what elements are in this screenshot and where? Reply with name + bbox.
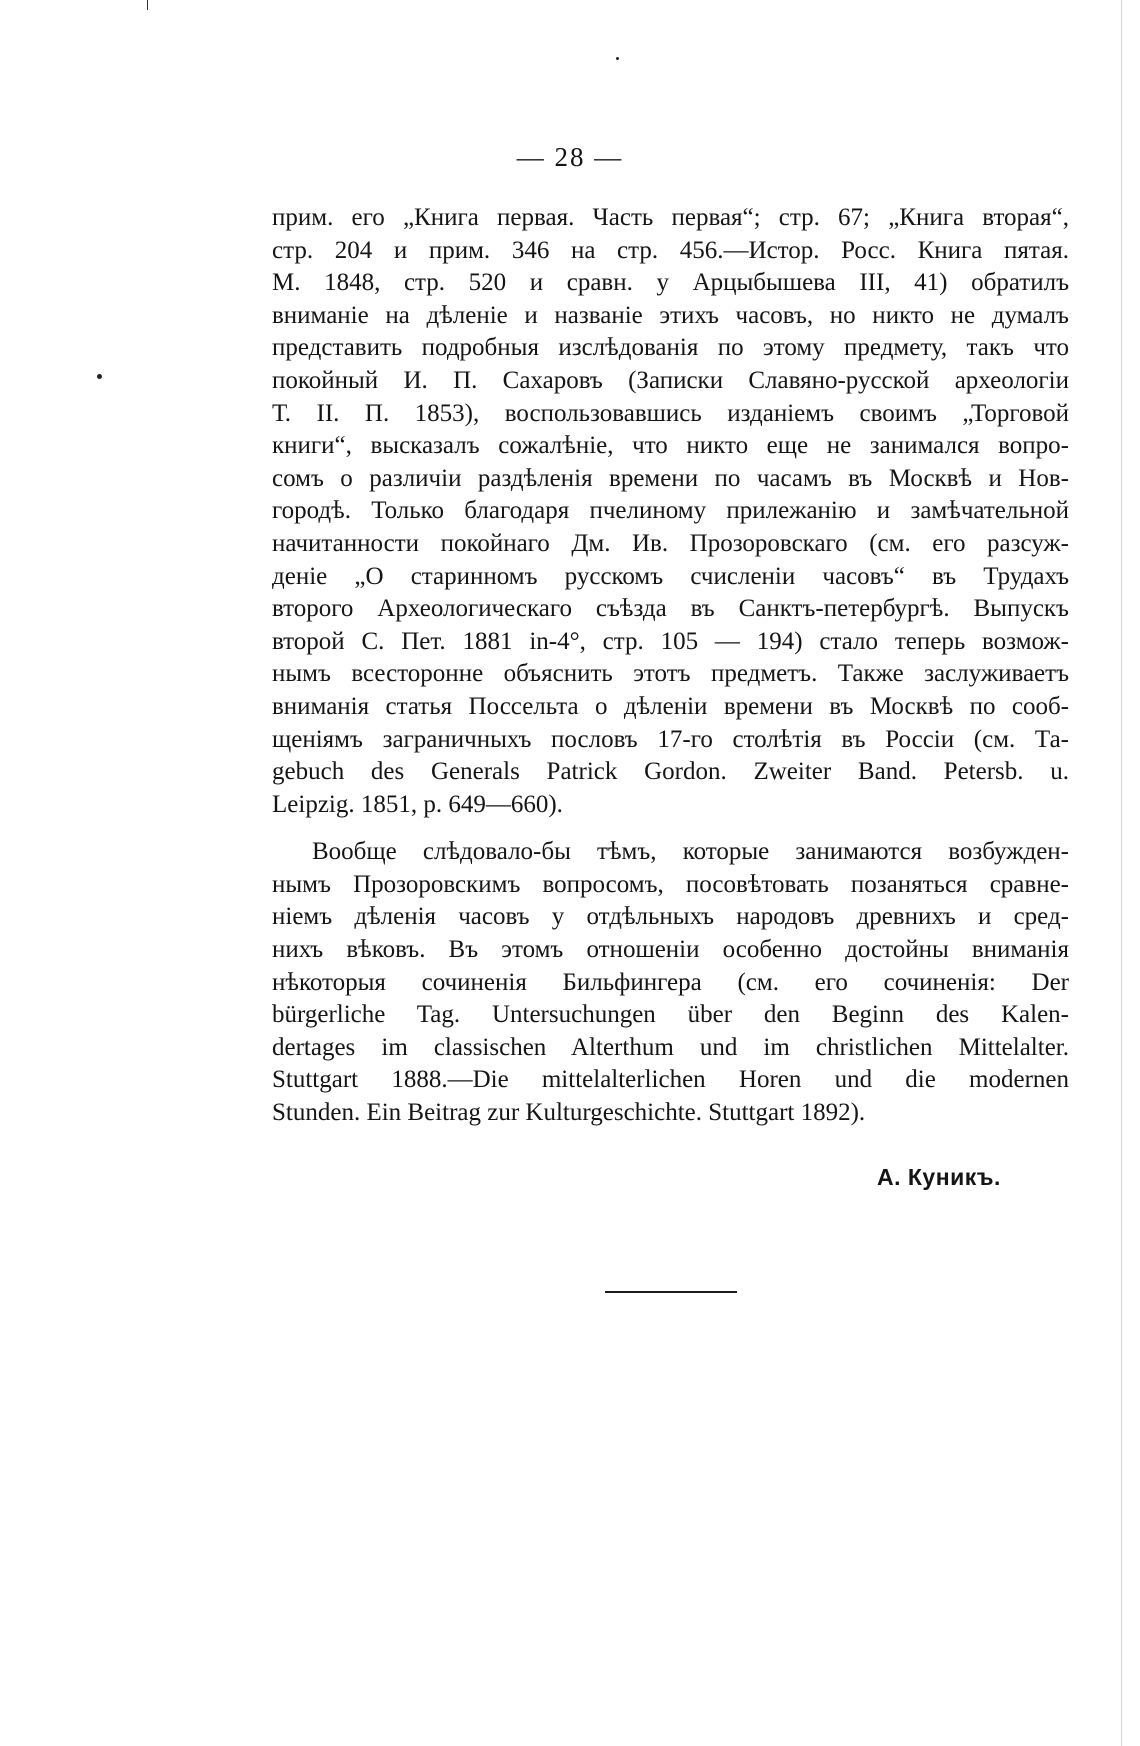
paragraph-1 — [272, 202, 1069, 821]
text-line: М. 1848, стр. 520 и сравн. у Арцыбышева III, 41) обратилъ — [272, 269, 1069, 297]
text-line: dertages im classischen Alterthum und im christlichen Mittelalter. — [272, 1033, 1069, 1061]
end-rule — [605, 1291, 737, 1293]
scan-speck-left — [97, 374, 102, 379]
text-line: покойный И. П. Сахаровъ (Записки Славяно-русской археологіи — [272, 366, 1069, 394]
text-line: стр. 204 и прим. 346 на стр. 456.—Истор. Росс. Книга пятая. — [272, 236, 1069, 264]
text-line: gebuch des Generals Patrick Gordon. Zweiter Band. Petersb. u. — [272, 758, 1069, 786]
text-line-last: Leipzig. 1851, p. 649—660). — [272, 790, 563, 818]
page-number: — 28 — — [516, 142, 624, 172]
text-line: щеніямъ заграничныхъ пословъ 17-го столѣтія въ Россіи (см. Та- — [272, 725, 1069, 753]
text-line: книги“, высказалъ сожалѣніе, что никто еще не занимался вопро- — [272, 432, 1069, 460]
text-line: нымъ Прозоровскимъ вопросомъ, посовѣтовать позаняться сравне- — [272, 870, 1069, 898]
text-line: ніемъ дѣленія часовъ у отдѣльныхъ народовъ древнихъ и сред- — [272, 903, 1069, 931]
text-line: представить подробныя изслѣдованія по этому предмету, такъ что — [272, 334, 1069, 362]
page-edge-line — [1121, 0, 1122, 1746]
text-line: второй С. Пет. 1881 in-4°, стр. 105 — 194) стало теперь возмож- — [272, 627, 1069, 655]
text-line: Т. II. П. 1853), воспользовавшись изданіемъ своимъ „Торговой — [272, 399, 1069, 427]
paragraph-gap — [272, 821, 1069, 836]
text-line: начитанности покойнаго Дм. Ив. Прозоровскаго (см. его разсуж- — [272, 529, 1069, 557]
text-line: вниманія статья Поссельта о дѣленіи времени въ Москвѣ по сооб- — [272, 692, 1069, 720]
text-line: bürgerliche Tag. Untersuchungen über den Beginn des Kalen- — [272, 1001, 1069, 1029]
author-signature: А. Куникъ. — [877, 1164, 1001, 1190]
text-line: городѣ. Только благодаря пчелиному прилежанію и замѣчательной — [272, 497, 1069, 525]
text-line: прим. его „Книга первая. Часть первая“; стр. 67; „Книга вторая“, — [272, 204, 1069, 231]
text-line: второго Археологическаго съѣзда въ Санктъ-петербургѣ. Выпускъ — [272, 595, 1069, 623]
text-line: Stuttgart 1888.—Die mittelalterlichen Horen und die modernen — [272, 1066, 1069, 1094]
scan-speck-top — [147, 0, 148, 10]
scan-speck-small — [616, 57, 619, 60]
text-line: вниманіе на дѣленіе и названіе этихъ часовъ, но никто не думалъ — [272, 301, 1069, 329]
text-line: сомъ о различіи раздѣленія времени по часамъ въ Москвѣ и Нов- — [272, 464, 1069, 492]
text-line: деніе „О старинномъ русскомъ счисленіи часовъ“ въ Трудахъ — [272, 562, 1069, 590]
text-line: нихъ вѣковъ. Въ этомъ отношеніи особенно достойны вниманія — [272, 936, 1069, 964]
text-line: нѣкоторыя сочиненія Бильфингера (см. его сочиненія: Der — [272, 968, 1069, 996]
text-line-last: Stunden. Ein Beitrag zur Kulturgeschichte. Stuttgart 1892). — [272, 1099, 866, 1127]
text-line-first: Вообще слѣдовало-бы тѣмъ, которые занимаются возбужден- — [312, 838, 1069, 866]
text-line: нымъ всесторонне объяснить этотъ предметъ. Также заслуживаетъ — [272, 660, 1069, 688]
paragraph-2 — [272, 836, 1069, 1129]
body-text — [272, 202, 1069, 1130]
